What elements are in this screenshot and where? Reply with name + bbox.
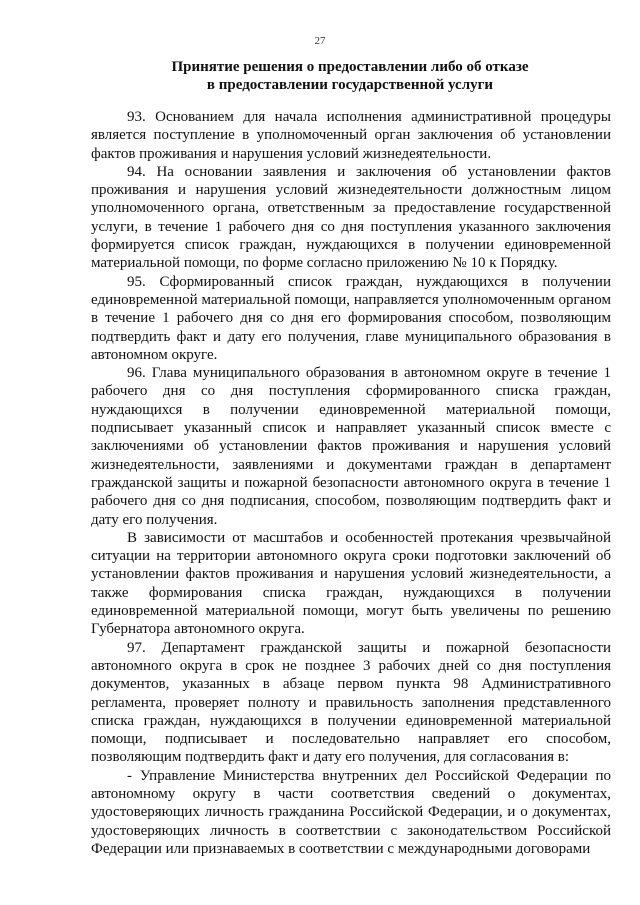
paragraph-93: 93. Основанием для начала исполнения административной процедуры является поступление в уполномоченный орган заключения об установлении фактов проживания и нарушения условий жизнедеятельности.	[91, 109, 611, 162]
list-item-mvd: - Управление Министерства внутренних дел Российской Федерации по автономному округу в части соответствия сведений о документах, удостоверяющих личность гражданина Российской Федерации, и о документах, удостоверяющих личность в соответствии с законодательством Российской Федерации или признаваемых в соответствии с международными договорами	[91, 767, 611, 857]
heading-line-1: Принятие решения о предоставлении либо об отказе	[171, 59, 529, 75]
paragraph-96: 96. Глава муниципального образования в автономном округе в течение 1 рабочего дня со дня поступления сформированного списка граждан, нуждающихся в получении единовременной материальной помощи, подписывает указанный список и направляет указанный список вместе с заключениями об установлении фактов проживания и нарушения условий жизнедеятельности, заявлениями и документами граждан в департамент гражданской защиты и пожарной безопасности автономного округа в течение 1 рабочего дня со дня подписания, способом, позволяющим подтвердить факт и дату его получения.	[91, 365, 611, 528]
section-heading	[80, 58, 620, 94]
paragraph-94: 94. На основании заявления и заключения об установлении фактов проживания и нарушения условий жизнедеятельности должностным лицом уполномоченного органа, ответственным за предоставление государственной услуги, в течение 1 рабочего дня со дня поступления указанного заключения формируется список граждан, нуждающихся в получении единовременной материальной помощи, по форме согласно приложению № 10 к Порядку.	[91, 163, 611, 272]
page-number: 27	[314, 35, 326, 47]
heading-line-2: в предоставлении государственной услуги	[206, 77, 494, 93]
document-body	[91, 108, 611, 858]
paragraph-95: 95. Сформированный список граждан, нуждающихся в получении единовременной материальной помощи, направляется уполномоченным органом в течение 1 рабочего дня со дня его формирования способом, позволяющим подтвердить факт и дату его получения, главе муниципального образования в автономном округе.	[91, 273, 611, 363]
paragraph-97: 97. Департамент гражданской защиты и пожарной безопасности автономного округа в срок не позднее 3 рабочих дней со дня поступления документов, указанных в абзаце первом пункта 98 Административного регламента, проверяет полноту и правильность заполнения представленного списка граждан, нуждающихся в получении единовременной материальной помощи, подписывает и последовательно направляет его способом, позволяющим подтвердить факт и дату его получения, для согласования в:	[91, 639, 611, 766]
paragraph-96-continuation: В зависимости от масштабов и особенностей протекания чрезвычайной ситуации на территории автономного округа сроки подготовки заключений об установлении фактов проживания и нарушения условий жизнедеятельности, а также формирования списка граждан, нуждающихся в получении единовременной материальной помощи, могут быть увеличены по решению Губернатора автономного округа.	[91, 529, 611, 638]
